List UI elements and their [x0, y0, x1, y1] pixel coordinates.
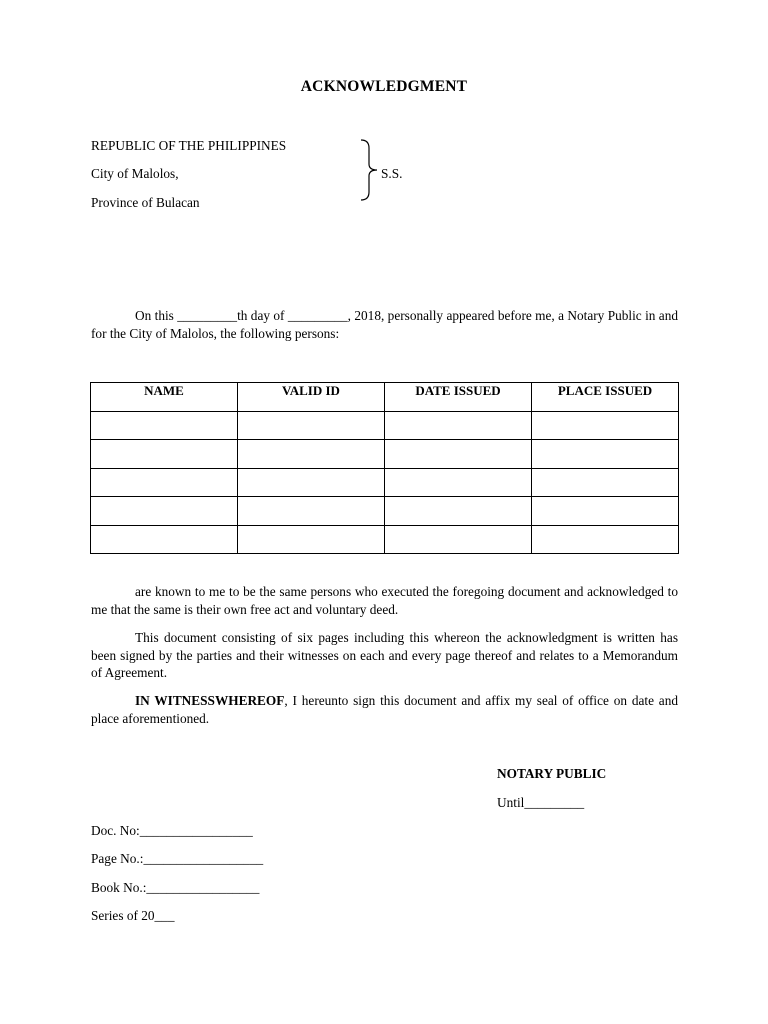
cell-date-issued — [385, 497, 532, 526]
table-row — [91, 497, 679, 526]
cell-place-issued — [532, 468, 679, 497]
doc-number-line: Doc. No:_________________ — [91, 823, 253, 838]
cell-name — [91, 411, 238, 440]
cell-name — [91, 468, 238, 497]
table-row — [91, 411, 679, 440]
cell-date-issued — [385, 468, 532, 497]
cell-place-issued — [532, 497, 679, 526]
cell-valid-id — [238, 440, 385, 469]
venue-province: Province of Bulacan — [91, 195, 200, 210]
table-row — [91, 525, 679, 554]
venue-republic: REPUBLIC OF THE PHILIPPINES — [91, 138, 287, 153]
witness-text: , I hereunto sign this document and affix my seal of office on date and place aforementioned. — [91, 693, 678, 726]
intro-paragraph: On this _________th day of _________, 2018, personally appeared before me, a Notary Public in and for the City of Malolos, the following persons: — [91, 308, 678, 341]
cell-place-issued — [532, 440, 679, 469]
document-pages-paragraph: This document consisting of six pages including this whereon the acknowledgment is written has been signed by the parties and their witnesses on each and every page thereof and relates to a Memorandum of Agreement. — [91, 630, 678, 680]
book-number-line: Book No.:_________________ — [91, 880, 260, 895]
cell-date-issued — [385, 411, 532, 440]
cell-valid-id — [238, 497, 385, 526]
page-number-line: Page No.:__________________ — [91, 851, 264, 866]
table-row — [91, 468, 679, 497]
page-title: ACKNOWLEDGMENT — [300, 78, 468, 95]
cell-name — [91, 497, 238, 526]
table-row — [91, 440, 679, 469]
persons-table — [90, 382, 679, 554]
series-line: Series of 20___ — [91, 908, 175, 923]
venue-city: City of Malolos, — [91, 166, 179, 181]
column-header-date-issued: DATE ISSUED — [385, 383, 532, 412]
ss-label: S.S. — [381, 166, 403, 181]
notary-public-title: NOTARY PUBLIC — [497, 766, 607, 781]
cell-place-issued — [532, 411, 679, 440]
cell-date-issued — [385, 440, 532, 469]
column-header-place-issued: PLACE ISSUED — [532, 383, 679, 412]
known-persons-paragraph: are known to me to be the same persons who executed the foregoing document and acknowledged to me that the same is their own free act and voluntary deed. — [91, 584, 678, 617]
witness-paragraph — [91, 692, 678, 727]
cell-name — [91, 525, 238, 554]
column-header-name: NAME — [91, 383, 238, 412]
cell-valid-id — [238, 411, 385, 440]
cell-valid-id — [238, 525, 385, 554]
cell-valid-id — [238, 468, 385, 497]
witness-heading: IN WITNESSWHEREOF — [135, 693, 285, 708]
notary-until-line: Until_________ — [497, 795, 585, 810]
curly-brace-icon — [356, 138, 380, 202]
column-header-valid-id: VALID ID — [238, 383, 385, 412]
cell-name — [91, 440, 238, 469]
table-header-row — [91, 383, 679, 412]
cell-place-issued — [532, 525, 679, 554]
cell-date-issued — [385, 525, 532, 554]
